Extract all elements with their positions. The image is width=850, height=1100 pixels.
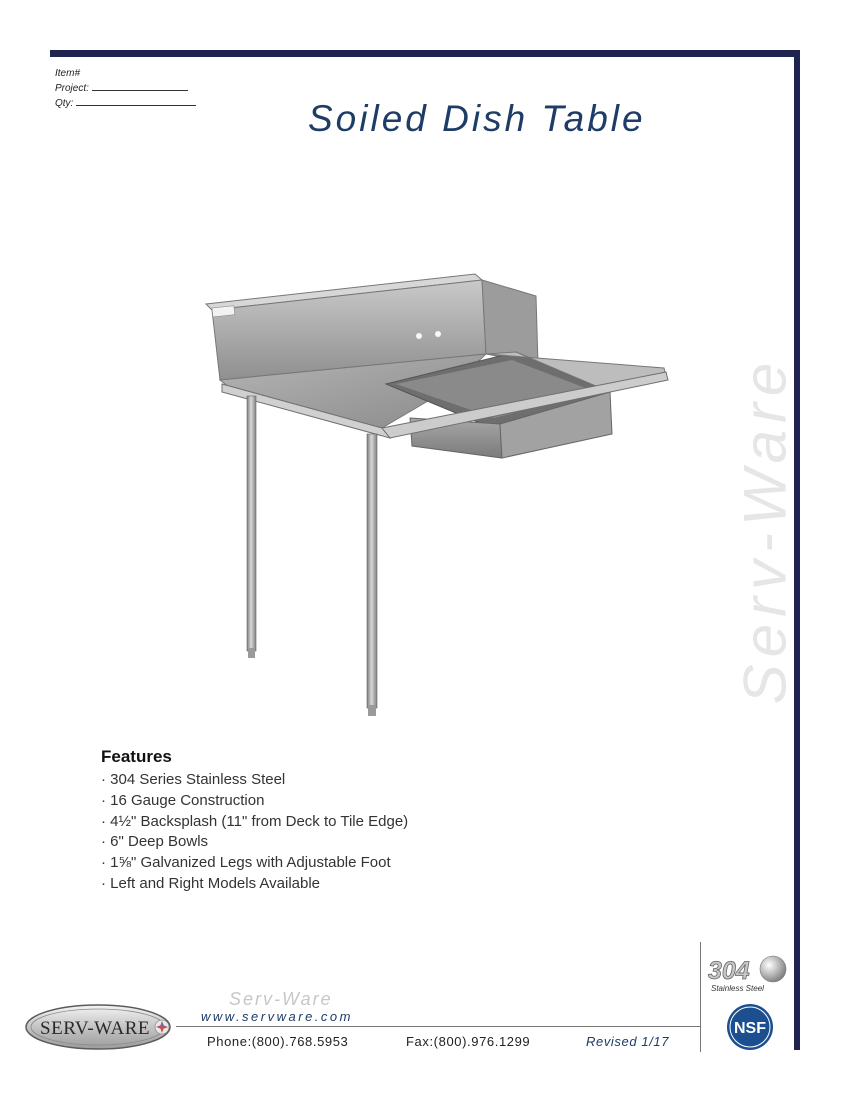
footer-fax: Fax:(800).976.1299 [406,1034,531,1049]
feature-item: · 6" Deep Bowls [101,833,209,851]
project-field [55,81,196,96]
top-border [50,50,800,57]
steel-caption-text: Stainless Steel [711,984,764,993]
feature-item: · 1⅝" Galvanized Legs with Adjustable Foot [101,854,391,872]
serv-ware-logo [25,1003,175,1051]
footer-brand: Serv-Ware [229,989,333,1009]
qty-label: Qty: [55,98,74,109]
badge-divider [700,942,701,1052]
footer-phone: Phone:(800).768.5953 [207,1034,349,1049]
footer-revised: Revised 1/17 [586,1034,670,1049]
footer-url-link[interactable]: www.servware.com [201,1009,353,1024]
feature-item: · 16 Gauge Construction [101,791,265,809]
product-image [200,268,670,728]
feature-item: · 304 Series Stainless Steel [101,771,286,788]
watermark: Serv-Ware [731,355,799,705]
qty-field [55,96,196,111]
nsf-badge [726,1003,774,1051]
project-label: Project: [55,83,89,94]
steel-sphere-icon [760,956,786,982]
project-blank-line [92,81,188,91]
item-number-field [55,66,196,81]
nsf-text: NSF [734,1020,766,1037]
feature-item: · Left and Right Models Available [101,874,321,892]
item-number-label: Item# [55,68,81,79]
page-title: Soiled Dish Table [308,98,646,139]
qty-blank-line [76,96,196,106]
feature-item: · 4½" Backsplash (11" from Deck to Tile Edge) [101,812,409,830]
logo-text: SERV-WARE [40,1018,150,1039]
stainless-steel-304-badge [706,954,790,994]
footer-divider [176,1026,700,1027]
steel-number-text: 304 [708,957,750,985]
item-fields [55,66,196,111]
logo-star-icon [155,1020,169,1034]
features-section [101,747,408,895]
features-heading: Features [101,747,172,766]
